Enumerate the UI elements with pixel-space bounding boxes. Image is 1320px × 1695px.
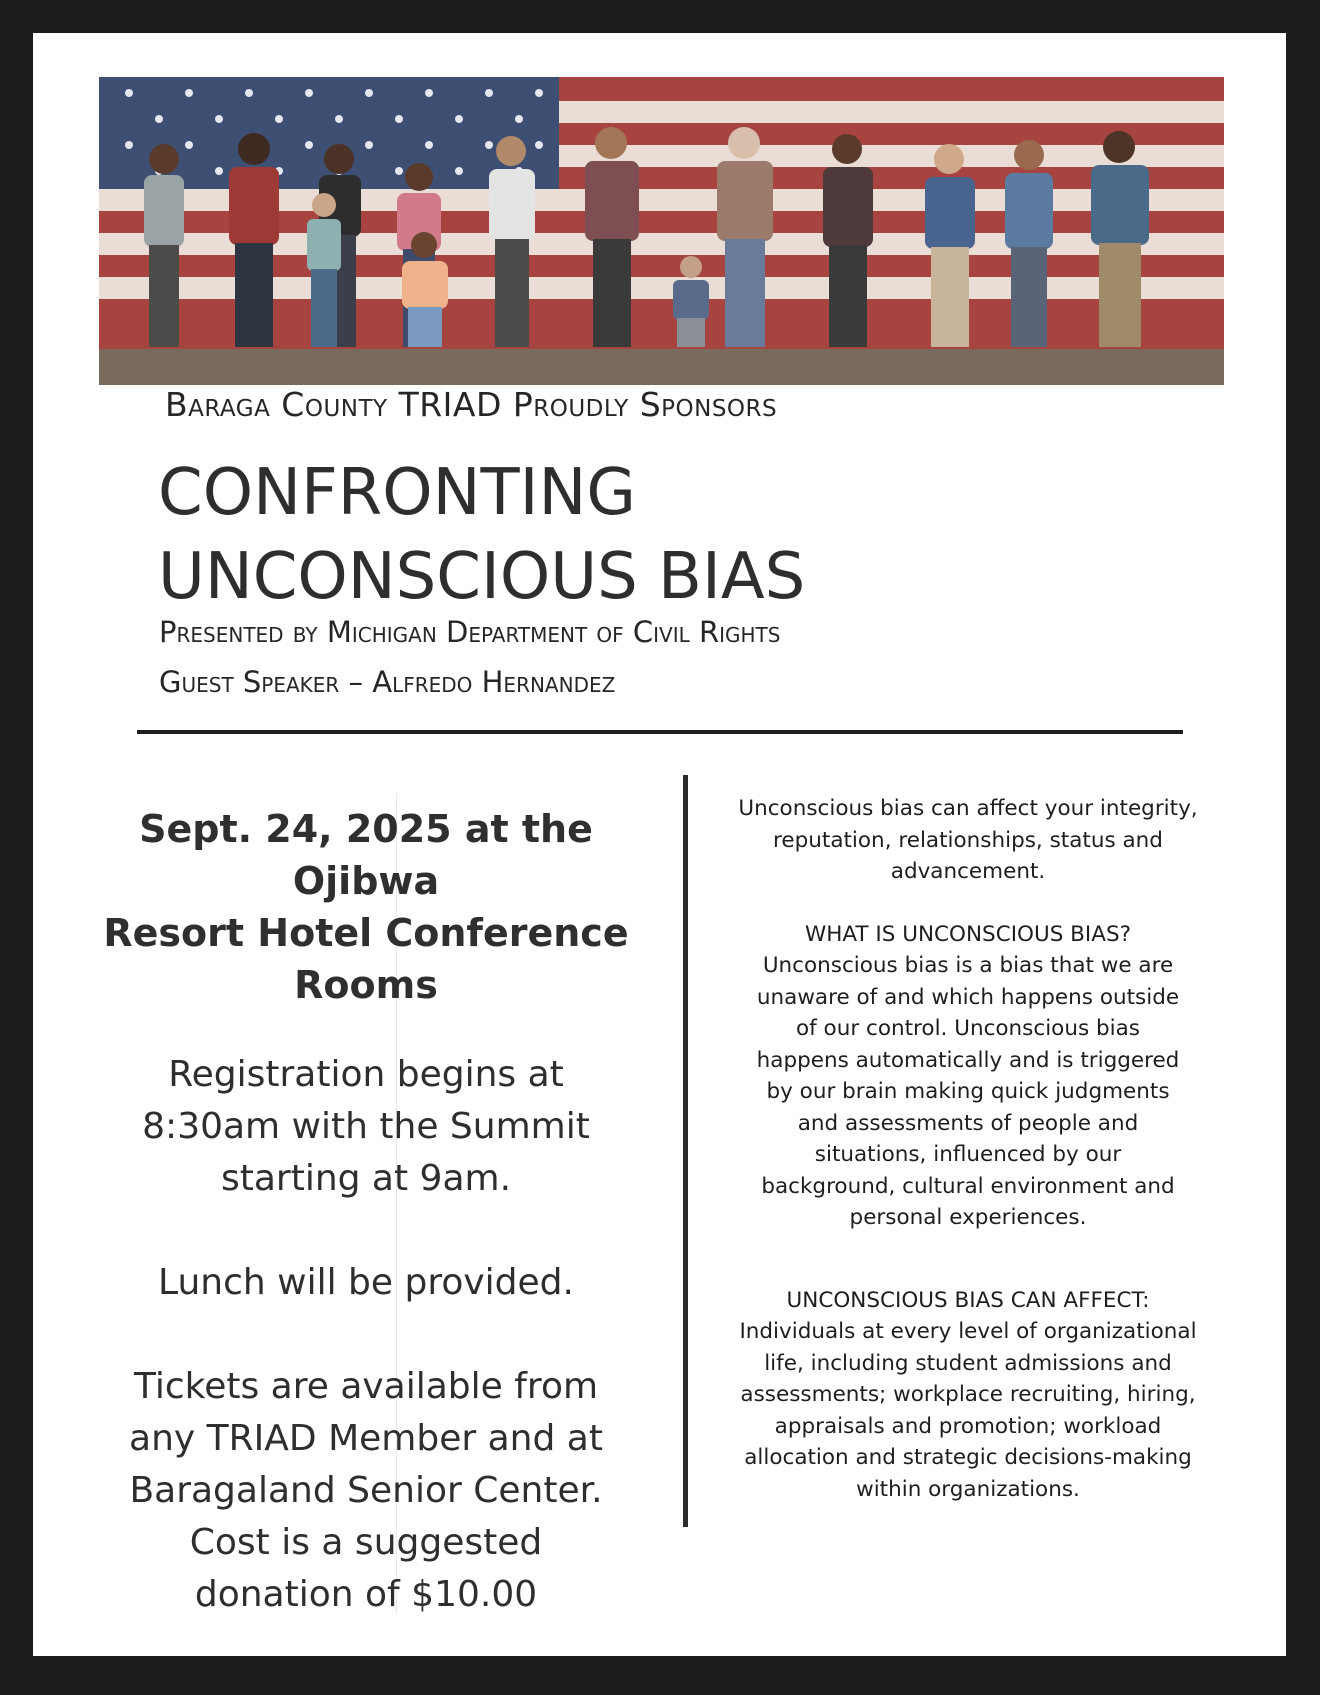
what-line-6: and assessments of people and [797, 1110, 1139, 1136]
what-line-2: unaware of and which happens outside [756, 984, 1180, 1010]
title-line-1: CONFRONTING [158, 456, 636, 530]
affect-line-3: assessments; workplace recruiting, hiring, [740, 1382, 1196, 1407]
registration-line-2: 8:30am with the Summit [142, 1106, 590, 1147]
intro-line-2: reputation, relationships, status and [773, 827, 1163, 853]
flyer-page [33, 33, 1286, 1656]
affect-line-6: within organizations. [856, 1476, 1080, 1502]
tickets-line-1: Tickets are available from [133, 1366, 599, 1407]
what-line-8: background, cultural environment and [761, 1173, 1175, 1199]
date-location-line-1: Sept. 24, 2025 at the Ojibwa [139, 807, 593, 903]
sponsor-line: Baraga County TRIAD Proudly Sponsors [165, 385, 778, 424]
registration-line-3: starting at 9am. [220, 1158, 512, 1199]
flag-people-illustration [99, 77, 1224, 385]
title-line-2: UNCONSCIOUS BIAS [158, 540, 806, 614]
affect-line-2: life, including student admissions and [764, 1350, 1172, 1376]
affect-line-5: allocation and strategic decisions-making [744, 1445, 1192, 1470]
bias-info [698, 793, 1238, 1505]
affect-line-4: appraisals and promotion; workload [774, 1413, 1162, 1439]
what-heading: WHAT IS UNCONSCIOUS BIAS? [804, 921, 1132, 947]
what-line-5: by our brain making quick judgments [766, 1079, 1170, 1104]
tickets-line-4: Cost is a suggested [189, 1522, 543, 1563]
date-location-line-2: Resort Hotel Conference [103, 911, 629, 955]
affect-line-1: Individuals at every level of organizational [739, 1319, 1197, 1344]
vertical-divider [683, 775, 688, 1527]
tickets-line-2: any TRIAD Member and at [129, 1418, 603, 1459]
lunch-note: Lunch will be provided. [158, 1262, 574, 1303]
registration-line-1: Registration begins at [168, 1054, 564, 1095]
date-location-line-3: Rooms [294, 963, 438, 1007]
tickets-line-3: Baragaland Senior Center. [129, 1470, 603, 1511]
event-details [61, 803, 671, 1621]
presented-by: Presented by Michigan Department of Civil Rights [159, 615, 781, 649]
what-line-3: of our control. Unconscious bias [796, 1016, 1140, 1041]
guest-speaker: Guest Speaker – Alfredo Hernandez [159, 665, 616, 699]
tickets-line-5: donation of $10.00 [194, 1574, 538, 1615]
intro-line-1: Unconscious bias can affect your integrity, [738, 796, 1198, 821]
horizontal-divider [137, 730, 1183, 734]
what-line-9: personal experiences. [849, 1205, 1087, 1230]
what-line-7: situations, influenced by our [814, 1142, 1122, 1167]
what-line-4: happens automatically and is triggered [756, 1047, 1180, 1073]
affect-heading: UNCONSCIOUS BIAS CAN AFFECT: [786, 1287, 1150, 1313]
what-line-1: Unconscious bias is a bias that we are [762, 953, 1174, 978]
banner-photo [99, 77, 1224, 385]
intro-line-3: advancement. [890, 859, 1046, 884]
event-title [158, 451, 805, 619]
